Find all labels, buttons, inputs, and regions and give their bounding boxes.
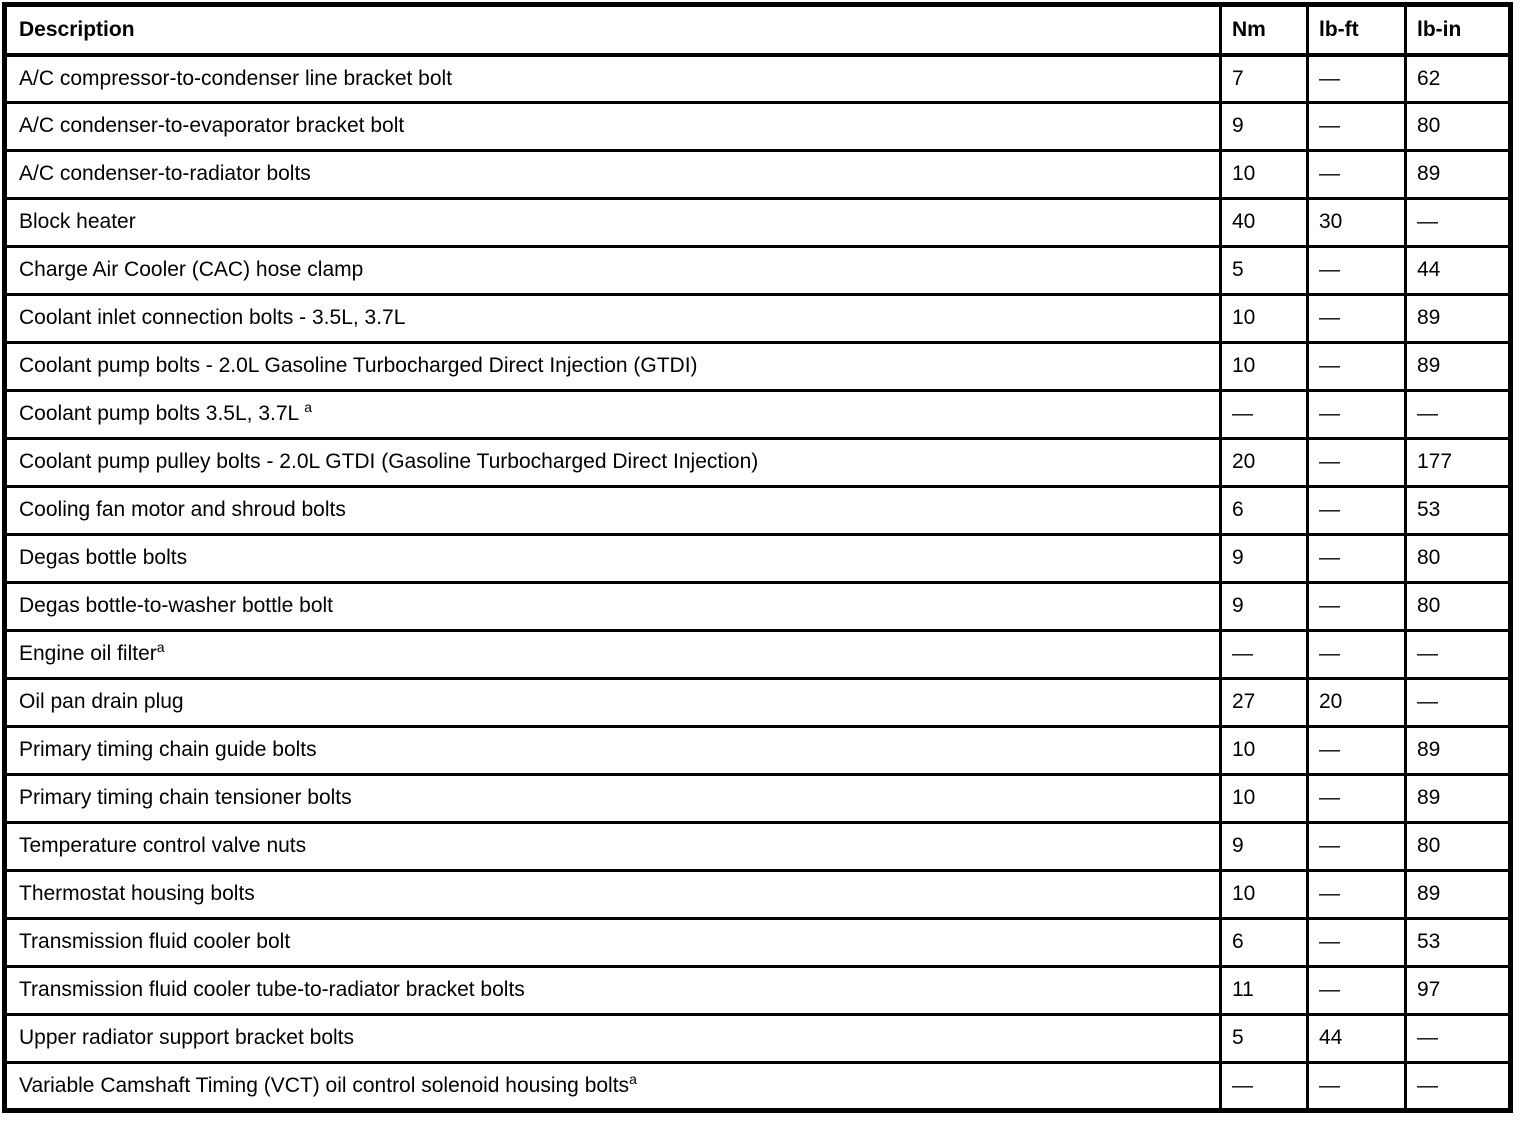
description-cell: Degas bottle-to-washer bottle bolt (5, 583, 1221, 631)
header-lb-in: lb-in (1406, 5, 1511, 55)
description-cell: Upper radiator support bracket bolts (5, 1015, 1221, 1063)
footnote-marker: a (629, 1070, 637, 1087)
description-cell: Charge Air Cooler (CAC) hose clamp (5, 247, 1221, 295)
nm-cell: — (1221, 631, 1308, 679)
nm-cell: 40 (1221, 199, 1308, 247)
description-cell: Variable Camshaft Timing (VCT) oil control solenoid housing bolts$^a$ (5, 1063, 1221, 1111)
lb-ft-cell: — (1308, 55, 1406, 103)
table-row (5, 823, 1511, 871)
description-cell: Engine oil filter$^a$ (5, 631, 1221, 679)
lb-in-cell: 89 (1406, 727, 1511, 775)
lb-ft-cell: — (1308, 775, 1406, 823)
nm-cell: — (1221, 391, 1308, 439)
lb-ft-cell: — (1308, 247, 1406, 295)
description-cell: A/C condenser-to-evaporator bracket bolt (5, 103, 1221, 151)
header-nm: Nm (1221, 5, 1308, 55)
table-row (5, 679, 1511, 727)
nm-cell: 5 (1221, 247, 1308, 295)
lb-ft-cell: — (1308, 967, 1406, 1015)
description-cell: Cooling fan motor and shroud bolts (5, 487, 1221, 535)
description-cell: Block heater (5, 199, 1221, 247)
lb-ft-cell: — (1308, 103, 1406, 151)
lb-in-cell: 177 (1406, 439, 1511, 487)
lb-in-cell: 80 (1406, 103, 1511, 151)
nm-cell: 11 (1221, 967, 1308, 1015)
lb-in-cell: — (1406, 1015, 1511, 1063)
lb-in-cell: 89 (1406, 151, 1511, 199)
header-description: Description (5, 5, 1221, 55)
nm-cell: 10 (1221, 151, 1308, 199)
description-cell: Coolant pump bolts - 2.0L Gasoline Turbocharged Direct Injection (GTDI) (5, 343, 1221, 391)
description-cell: Primary timing chain guide bolts (5, 727, 1221, 775)
footnote-marker: a (156, 639, 165, 656)
lb-in-cell: 89 (1406, 775, 1511, 823)
table-row (5, 583, 1511, 631)
nm-cell: 6 (1221, 919, 1308, 967)
nm-cell: — (1221, 1063, 1308, 1111)
lb-in-cell: 80 (1406, 583, 1511, 631)
lb-ft-cell: — (1308, 295, 1406, 343)
lb-in-cell: 53 (1406, 487, 1511, 535)
nm-cell: 10 (1221, 343, 1308, 391)
lb-in-cell: 80 (1406, 535, 1511, 583)
nm-cell: 9 (1221, 583, 1308, 631)
lb-in-cell: 62 (1406, 55, 1511, 103)
lb-in-cell: 89 (1406, 871, 1511, 919)
lb-ft-cell: 30 (1308, 199, 1406, 247)
table-row (5, 295, 1511, 343)
lb-in-cell: — (1406, 679, 1511, 727)
lb-ft-cell: — (1308, 535, 1406, 583)
lb-in-cell: — (1406, 391, 1511, 439)
table-row (5, 391, 1511, 439)
lb-ft-cell: — (1308, 487, 1406, 535)
nm-cell: 10 (1221, 727, 1308, 775)
description-cell: Temperature control valve nuts (5, 823, 1221, 871)
table-row (5, 487, 1511, 535)
nm-cell: 10 (1221, 775, 1308, 823)
nm-cell: 9 (1221, 823, 1308, 871)
lb-in-cell: 44 (1406, 247, 1511, 295)
lb-ft-cell: 20 (1308, 679, 1406, 727)
table-row (5, 103, 1511, 151)
nm-cell: 27 (1221, 679, 1308, 727)
table-row (5, 775, 1511, 823)
description-cell: Transmission fluid cooler tube-to-radiator bracket bolts (5, 967, 1221, 1015)
table-row (5, 919, 1511, 967)
lb-ft-cell: 44 (1308, 1015, 1406, 1063)
description-cell: Primary timing chain tensioner bolts (5, 775, 1221, 823)
nm-cell: 20 (1221, 439, 1308, 487)
lb-ft-cell: — (1308, 631, 1406, 679)
lb-ft-cell: — (1308, 823, 1406, 871)
lb-ft-cell: — (1308, 919, 1406, 967)
lb-ft-cell: — (1308, 871, 1406, 919)
description-cell: Coolant inlet connection bolts - 3.5L, 3.7L (5, 295, 1221, 343)
table-row (5, 439, 1511, 487)
description-cell: Coolant pump pulley bolts - 2.0L GTDI (Gasoline Turbocharged Direct Injection) (5, 439, 1221, 487)
lb-in-cell: 53 (1406, 919, 1511, 967)
table-row (5, 55, 1511, 103)
nm-cell: 6 (1221, 487, 1308, 535)
description-cell: A/C compressor-to-condenser line bracket bolt (5, 55, 1221, 103)
lb-in-cell: 89 (1406, 295, 1511, 343)
table-row (5, 151, 1511, 199)
table-row (5, 535, 1511, 583)
header-row (5, 5, 1511, 55)
lb-ft-cell: — (1308, 727, 1406, 775)
table-row (5, 967, 1511, 1015)
lb-ft-cell: — (1308, 1063, 1406, 1111)
lb-in-cell: 89 (1406, 343, 1511, 391)
table-row (5, 1015, 1511, 1063)
table-row (5, 1063, 1511, 1111)
table-row (5, 199, 1511, 247)
header-lb-ft: lb-ft (1308, 5, 1406, 55)
lb-ft-cell: — (1308, 391, 1406, 439)
lb-in-cell: 97 (1406, 967, 1511, 1015)
table-body (5, 55, 1511, 1111)
description-cell: Oil pan drain plug (5, 679, 1221, 727)
lb-in-cell: — (1406, 631, 1511, 679)
footnote-marker: a (304, 399, 313, 416)
lb-ft-cell: — (1308, 343, 1406, 391)
nm-cell: 5 (1221, 1015, 1308, 1063)
table-row (5, 871, 1511, 919)
table-row (5, 247, 1511, 295)
table-row (5, 631, 1511, 679)
lb-ft-cell: — (1308, 583, 1406, 631)
description-cell: Transmission fluid cooler bolt (5, 919, 1221, 967)
description-cell: Degas bottle bolts (5, 535, 1221, 583)
lb-ft-cell: — (1308, 439, 1406, 487)
table-row (5, 343, 1511, 391)
lb-in-cell: — (1406, 199, 1511, 247)
lb-in-cell: 80 (1406, 823, 1511, 871)
nm-cell: 10 (1221, 871, 1308, 919)
nm-cell: 9 (1221, 103, 1308, 151)
lb-in-cell: — (1406, 1063, 1511, 1111)
description-cell: Coolant pump bolts 3.5L, 3.7L $^a$ (5, 391, 1221, 439)
description-cell: A/C condenser-to-radiator bolts (5, 151, 1221, 199)
table-row (5, 727, 1511, 775)
nm-cell: 7 (1221, 55, 1308, 103)
nm-cell: 9 (1221, 535, 1308, 583)
description-cell: Thermostat housing bolts (5, 871, 1221, 919)
torque-spec-table (2, 2, 1513, 1113)
nm-cell: 10 (1221, 295, 1308, 343)
lb-ft-cell: — (1308, 151, 1406, 199)
